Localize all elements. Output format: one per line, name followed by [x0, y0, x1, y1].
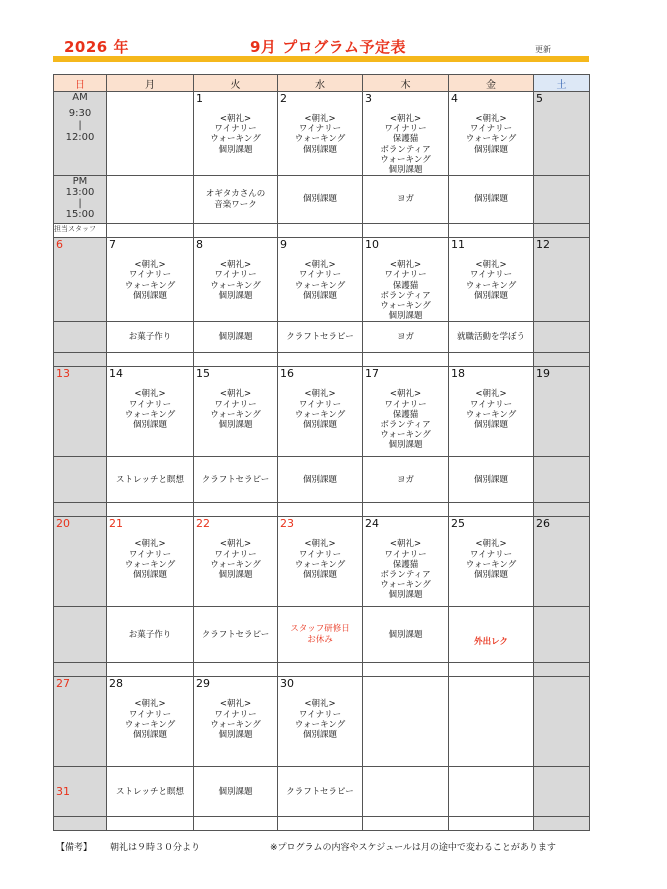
date-number [449, 677, 533, 679]
week-staff-row [54, 353, 590, 367]
date-number: 20 [56, 517, 70, 531]
week-pm-row [54, 767, 590, 817]
day-am-cell [449, 238, 534, 322]
week-staff-row [54, 663, 590, 677]
day-pm-cell [107, 767, 194, 817]
date-number: 12 [536, 238, 550, 252]
pm-label-line: PM [72, 176, 88, 188]
date-number [534, 677, 589, 679]
pm-label-line: 15:00 [65, 209, 95, 221]
date-number: 13 [56, 367, 70, 381]
day-pm-cell [449, 322, 534, 353]
weekday-wed: 水 [278, 75, 363, 92]
date-number: 28 [109, 677, 123, 691]
day-am-cell [363, 517, 449, 607]
staff-cell [194, 353, 278, 367]
day-am-cell [107, 517, 194, 607]
day-pm-cell [363, 607, 449, 663]
staff-cell [278, 817, 363, 831]
staff-cell [534, 503, 590, 517]
am-program: <朝礼> ワイナリー 保護猫 ボランティア ウォーキング 個別課題 [380, 539, 431, 601]
pm-program: ヨガ [396, 474, 414, 485]
week-staff-row [54, 224, 590, 238]
day-am-cell [449, 517, 534, 607]
day-am-cell [363, 367, 449, 457]
pm-program: 就職活動を学ぼう [456, 332, 525, 343]
day-pm-cell [194, 176, 278, 224]
am-program: <朝礼> ワイナリー ウォーキング 個別課題 [294, 699, 346, 741]
staff-cell [534, 817, 590, 831]
am-program: <朝礼> ワイナリー ウォーキング 個別課題 [124, 260, 176, 301]
day-pm-cell [278, 457, 363, 503]
staff-cell [363, 663, 449, 677]
date-number: 16 [280, 367, 294, 381]
day-pm-cell [449, 176, 534, 224]
pm-program: 31 [56, 784, 70, 798]
weekday-sun: 日 [54, 75, 107, 92]
am-time-label [54, 92, 107, 176]
week-am-row [54, 238, 590, 322]
staff-cell [194, 663, 278, 677]
am-program: <朝礼> ワイナリー ウォーキング 個別課題 [465, 260, 517, 301]
day-am-cell [194, 367, 278, 457]
am-program: <朝礼> ワイナリー ウォーキング 個別課題 [124, 699, 176, 741]
staff-cell [449, 353, 534, 367]
date-number: 19 [536, 367, 550, 381]
pm-program: 個別課題 [218, 786, 253, 797]
day-am-cell [363, 238, 449, 322]
day-pm-cell [278, 322, 363, 353]
am-program: <朝礼> ワイナリー ウォーキング 個別課題 [210, 114, 261, 155]
pm-program: オギタカさんの 音楽ワーク [205, 189, 266, 210]
pm-program: お菓子作り [128, 629, 172, 640]
staff-cell [54, 663, 107, 677]
day-am-cell [363, 92, 449, 176]
am-program: <朝礼> ワイナリー ウォーキング 個別課題 [210, 539, 261, 581]
pm-label-line: 13:00 [65, 187, 95, 199]
date-number: 14 [109, 367, 123, 381]
day-pm-cell [107, 607, 194, 663]
staff-cell [363, 353, 449, 367]
day-pm-cell [534, 767, 590, 817]
pm-program: 個別課題 [473, 194, 508, 205]
pm-program: スタッフ研修日 お休み [290, 624, 350, 645]
staff-cell [54, 503, 107, 517]
staff-cell [194, 224, 278, 238]
week-pm-row [54, 457, 590, 503]
day-pm-cell [363, 767, 449, 817]
am-label-line: 9:30 [68, 108, 92, 119]
date-number: 4 [451, 92, 458, 105]
title-underline-bar [53, 56, 589, 62]
staff-cell [363, 224, 449, 238]
staff-cell [278, 503, 363, 517]
day-pm-cell [363, 322, 449, 353]
week-am-row [54, 92, 590, 176]
pm-program: ストレッチと瞑想 [116, 474, 184, 485]
pm-program: クラフトセラピー [286, 332, 354, 343]
day-am-cell [534, 92, 590, 176]
date-number: 8 [196, 238, 203, 252]
year-label: 2026 年 [64, 38, 129, 56]
staff-cell [534, 663, 590, 677]
staff-cell [278, 224, 363, 238]
staff-cell [107, 817, 194, 831]
pm-program: 個別課題 [302, 474, 337, 485]
calendar-table [53, 74, 590, 831]
pm-program: 個別課題 [302, 194, 337, 205]
day-am-cell [449, 367, 534, 457]
date-number: 21 [109, 517, 123, 531]
day-pm-cell [449, 767, 534, 817]
week-am-row [54, 367, 590, 457]
day-pm-cell [54, 767, 107, 817]
staff-cell [363, 817, 449, 831]
day-am-cell [449, 92, 534, 176]
day-pm-cell [363, 457, 449, 503]
staff-cell [278, 663, 363, 677]
date-number: 10 [365, 238, 379, 252]
date-number: 15 [196, 367, 210, 381]
day-pm-cell [194, 457, 278, 503]
day-am-cell [194, 677, 278, 767]
staff-cell [363, 503, 449, 517]
am-program: <朝礼> ワイナリー ウォーキング 個別課題 [124, 389, 176, 431]
am-program: <朝礼> ワイナリー 保護猫 ボランティア ウォーキング 個別課題 [380, 260, 431, 322]
day-am-cell [278, 677, 363, 767]
staff-cell [107, 353, 194, 367]
day-am-cell [278, 517, 363, 607]
am-program: <朝礼> ワイナリー ウォーキング 個別課題 [124, 539, 176, 581]
day-pm-cell [194, 607, 278, 663]
day-pm-cell [278, 767, 363, 817]
pm-program: ストレッチと瞑想 [116, 786, 184, 797]
am-label-line: AM [72, 92, 88, 103]
am-program: <朝礼> ワイナリー ウォーキング 個別課題 [465, 114, 517, 155]
date-number: 17 [365, 367, 379, 381]
day-pm-cell [54, 322, 107, 353]
week-pm-row [54, 176, 590, 224]
day-pm-cell [534, 607, 590, 663]
day-pm-cell [534, 176, 590, 224]
date-number: 25 [451, 517, 465, 531]
pm-program: 外出レク [474, 636, 508, 647]
am-program: <朝礼> ワイナリー 保護猫 ボランティア ウォーキング 個別課題 [380, 114, 431, 176]
pm-label-line: | [78, 198, 82, 210]
day-pm-cell [54, 607, 107, 663]
day-am-cell [54, 367, 107, 457]
day-pm-cell [278, 607, 363, 663]
weekday-sat: 土 [534, 75, 590, 92]
day-am-cell [449, 677, 534, 767]
am-label-line: 12:00 [65, 132, 95, 143]
am-program: <朝礼> ワイナリー 保護猫 ボランティア ウォーキング 個別課題 [380, 389, 431, 451]
staff-cell [278, 353, 363, 367]
pm-program: お菓子作り [128, 332, 172, 343]
weekday-tue: 火 [194, 75, 278, 92]
am-program: <朝礼> ワイナリー ウォーキング 個別課題 [210, 389, 261, 431]
pm-time-label [54, 176, 107, 224]
pm-program: 個別課題 [473, 474, 508, 485]
am-program: <朝礼> ワイナリー ウォーキング 個別課題 [465, 389, 517, 431]
date-number: 22 [196, 517, 210, 531]
day-am-cell [107, 92, 194, 176]
date-number [363, 677, 448, 679]
day-am-cell [54, 677, 107, 767]
day-am-cell [534, 367, 590, 457]
day-am-cell [54, 517, 107, 607]
staff-cell [449, 817, 534, 831]
day-pm-cell [534, 457, 590, 503]
date-number: 27 [56, 677, 70, 691]
date-number: 26 [536, 517, 550, 531]
week-staff-row [54, 503, 590, 517]
date-number: 18 [451, 367, 465, 381]
week-am-row [54, 677, 590, 767]
staff-cell [107, 663, 194, 677]
week-pm-row [54, 607, 590, 663]
day-am-cell [107, 238, 194, 322]
day-am-cell [534, 517, 590, 607]
day-pm-cell [449, 457, 534, 503]
pm-program: ヨガ [396, 194, 414, 205]
day-pm-cell [194, 767, 278, 817]
am-label-line: | [78, 120, 82, 131]
pm-program: 個別課題 [218, 332, 253, 343]
weekday-thu: 木 [363, 75, 449, 92]
day-am-cell [107, 367, 194, 457]
am-program: <朝礼> ワイナリー ウォーキング 個別課題 [294, 389, 346, 431]
staff-cell [194, 817, 278, 831]
footer-label: 【備考】 [56, 843, 93, 853]
am-program: <朝礼> ワイナリー ウォーキング 個別課題 [294, 114, 346, 155]
staff-cell [449, 224, 534, 238]
day-am-cell [278, 367, 363, 457]
day-am-cell [194, 92, 278, 176]
week-am-row [54, 517, 590, 607]
am-program: <朝礼> ワイナリー ウォーキング 個別課題 [465, 539, 517, 581]
staff-cell [54, 817, 107, 831]
date-number: 30 [280, 677, 294, 691]
date-number: 24 [365, 517, 379, 531]
updated-label: 更新 [535, 45, 551, 54]
pm-program: クラフトセラピー [201, 629, 270, 640]
am-program: <朝礼> ワイナリー ウォーキング 個別課題 [294, 260, 346, 301]
day-pm-cell [107, 176, 194, 224]
week-staff-row [54, 817, 590, 831]
day-am-cell [278, 92, 363, 176]
date-number: 11 [451, 238, 465, 252]
staff-cell [449, 503, 534, 517]
day-pm-cell [107, 457, 194, 503]
day-am-cell [107, 677, 194, 767]
date-number [107, 92, 193, 94]
staff-cell [107, 224, 194, 238]
staff-cell [107, 503, 194, 517]
day-pm-cell [54, 457, 107, 503]
day-pm-cell [278, 176, 363, 224]
date-number: 9 [280, 238, 287, 252]
staff-cell [194, 503, 278, 517]
staff-label: 担当スタッフ [54, 224, 107, 238]
weekday-fri: 金 [449, 75, 534, 92]
day-pm-cell [534, 322, 590, 353]
weekday-header-row [54, 75, 590, 92]
date-number: 6 [56, 238, 63, 252]
day-am-cell [363, 677, 449, 767]
day-pm-cell [107, 322, 194, 353]
date-number: 1 [196, 92, 203, 105]
page-title: 9月 プログラム予定表 [250, 38, 407, 56]
date-number: 3 [365, 92, 372, 105]
week-pm-row [54, 322, 590, 353]
date-number: 29 [196, 677, 210, 691]
day-pm-cell [449, 607, 534, 663]
pm-program: ヨガ [396, 332, 414, 343]
day-am-cell [194, 517, 278, 607]
day-am-cell [534, 238, 590, 322]
date-number: 23 [280, 517, 294, 531]
weekday-mon: 月 [107, 75, 194, 92]
footer-note: 朝礼は９時３０分より [110, 843, 201, 853]
staff-cell [449, 663, 534, 677]
staff-cell [534, 224, 590, 238]
am-program: <朝礼> ワイナリー ウォーキング 個別課題 [294, 539, 346, 581]
staff-cell [54, 353, 107, 367]
date-number: 5 [536, 92, 543, 105]
day-pm-cell [363, 176, 449, 224]
day-am-cell [534, 677, 590, 767]
day-pm-cell [194, 322, 278, 353]
day-am-cell [54, 238, 107, 322]
pm-program: クラフトセラピー [286, 786, 354, 797]
date-number: 2 [280, 92, 287, 105]
day-am-cell [278, 238, 363, 322]
staff-cell [534, 353, 590, 367]
pm-program: 個別課題 [388, 629, 423, 640]
day-am-cell [194, 238, 278, 322]
date-number: 7 [109, 238, 116, 252]
pm-program: クラフトセラピー [201, 474, 270, 485]
am-program: <朝礼> ワイナリー ウォーキング 個別課題 [210, 699, 261, 741]
footer-disclaimer: ※プログラムの内容やスケジュールは月の途中で変わることがあります [270, 843, 556, 853]
am-program: <朝礼> ワイナリー ウォーキング 個別課題 [210, 260, 261, 301]
